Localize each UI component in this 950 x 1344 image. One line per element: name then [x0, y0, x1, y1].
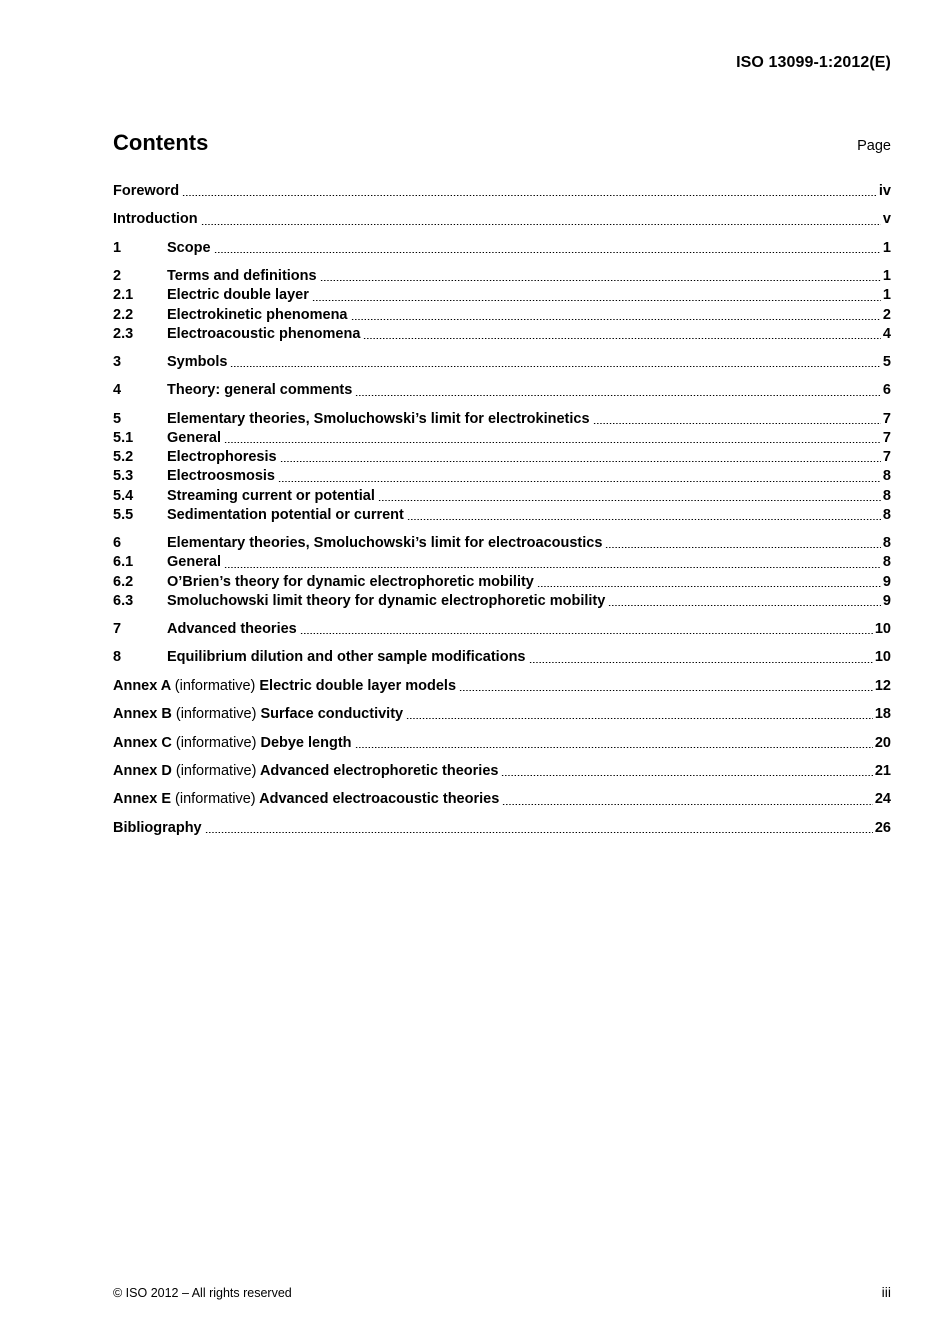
- dot-leader: [406, 718, 873, 719]
- annex-title-group: [113, 762, 498, 781]
- dot-leader: [459, 690, 873, 691]
- annex-title-group: [113, 677, 456, 696]
- toc-entry[interactable]: [113, 239, 891, 258]
- dot-leader: [501, 775, 872, 776]
- toc-entry-page: 1: [882, 268, 891, 285]
- annex-title: Electric double layer models: [259, 677, 457, 694]
- toc-entry-page: 8: [882, 468, 891, 485]
- dot-leader: [537, 586, 881, 587]
- toc-annex-entry[interactable]: [113, 762, 891, 781]
- annex-label: Annex C: [113, 734, 172, 751]
- toc-entry[interactable]: [113, 182, 891, 201]
- page-column-label: Page: [857, 138, 891, 154]
- toc-entry-number: 3: [113, 354, 122, 371]
- toc-entry-number: 2.2: [113, 306, 134, 323]
- toc-entry-title: Equilibrium dilution and other sample modifications: [167, 649, 526, 666]
- toc-entry-number: 5.1: [113, 430, 134, 446]
- toc-entry-title: Scope: [167, 239, 211, 256]
- toc-entry-page: 1: [882, 239, 891, 256]
- toc-entry-page: 12: [874, 677, 891, 694]
- toc-entry-number: 5.5: [113, 506, 134, 523]
- toc-entry-page: 2: [882, 306, 891, 323]
- dot-leader: [378, 500, 881, 501]
- toc-entry-page: 7: [882, 449, 891, 466]
- annex-title: Debye length: [260, 734, 352, 751]
- toc-entry-number: 6: [113, 535, 122, 552]
- toc-entry-number: 4: [113, 382, 122, 399]
- toc-bibliography-entry[interactable]: [113, 819, 891, 838]
- annex-label: Annex A: [113, 677, 171, 694]
- dot-leader: [312, 300, 881, 301]
- toc-entry-page: 5: [882, 354, 891, 371]
- toc-entry[interactable]: [113, 286, 891, 305]
- toc-entry[interactable]: [113, 592, 891, 611]
- toc-entry-page: 6: [882, 382, 891, 399]
- toc-entry-title: Electroacoustic phenomena: [167, 325, 361, 342]
- toc-entry-title: Elementary theories, Smoluchowski’s limit for electroacoustics: [167, 535, 603, 552]
- dot-leader: [355, 395, 881, 396]
- toc-entry-title: Smoluchowski limit theory for dynamic electrophoretic mobility: [167, 592, 606, 609]
- toc-entry-number: 6.3: [113, 592, 134, 609]
- dot-leader: [363, 338, 881, 339]
- annex-title-group: [113, 705, 403, 724]
- toc-entry-title: Electric double layer: [167, 287, 309, 304]
- dot-leader: [300, 633, 873, 634]
- toc-entry-title: Introduction: [113, 211, 198, 228]
- annex-label: Annex D: [113, 762, 172, 779]
- table-of-contents: [113, 182, 891, 838]
- annex-informative-tag: (informative): [175, 734, 257, 751]
- toc-entry-title: General: [167, 430, 221, 446]
- toc-entry-page: 21: [874, 762, 891, 779]
- annex-informative-tag: (informative): [175, 762, 257, 779]
- toc-entry-page: 8: [882, 554, 891, 571]
- annex-label: Annex B: [113, 706, 172, 723]
- dot-leader: [355, 747, 873, 748]
- toc-entry-page: 7: [882, 410, 891, 427]
- toc-entry-page: 10: [874, 621, 891, 638]
- dot-leader: [407, 519, 881, 520]
- dot-leader: [605, 547, 881, 548]
- toc-entry[interactable]: [113, 573, 891, 592]
- toc-entry-title: Sedimentation potential or current: [167, 506, 404, 523]
- dot-leader: [224, 567, 881, 568]
- page-number: iii: [881, 1284, 891, 1300]
- toc-entry-page: 4: [882, 325, 891, 342]
- annex-informative-tag: (informative): [174, 677, 256, 694]
- toc-entry-title: Advanced theories: [167, 621, 297, 638]
- toc-entry-title: Symbols: [167, 354, 228, 371]
- dot-leader: [278, 481, 881, 482]
- toc-entry-title: Elementary theories, Smoluchowski’s limit for electrokinetics: [167, 410, 590, 427]
- annex-title: Surface conductivity: [260, 706, 404, 723]
- toc-entry[interactable]: [113, 534, 891, 553]
- dot-leader: [320, 280, 881, 281]
- dot-leader: [529, 662, 873, 663]
- toc-entry[interactable]: [113, 410, 891, 429]
- toc-entry-page: iv: [878, 183, 891, 199]
- toc-annex-entry[interactable]: [113, 677, 891, 696]
- toc-entry[interactable]: [113, 306, 891, 325]
- toc-entry-page: 8: [882, 535, 891, 552]
- dot-leader: [201, 224, 881, 225]
- annex-title: Advanced electrophoretic theories: [259, 762, 499, 779]
- toc-entry-title: Terms and definitions: [167, 268, 317, 285]
- dot-leader: [608, 605, 881, 606]
- toc-entry[interactable]: [113, 467, 891, 486]
- toc-entry-title: Electroosmosis: [167, 468, 275, 485]
- toc-entry-number: 5.4: [113, 487, 134, 504]
- toc-entry-number: 5.3: [113, 468, 134, 485]
- toc-entry-title: Electrophoresis: [167, 449, 277, 466]
- document-id: ISO 13099-1:2012(E): [736, 54, 891, 71]
- toc-annex-entry[interactable]: [113, 705, 891, 724]
- toc-entry-page: 20: [874, 734, 891, 751]
- toc-entry[interactable]: [113, 429, 891, 448]
- toc-entry-title: Foreword: [113, 183, 180, 199]
- dot-leader: [214, 252, 881, 253]
- contents-title: Contents: [113, 130, 209, 155]
- toc-entry-page: 8: [882, 487, 891, 504]
- toc-entry-number: 2.1: [113, 287, 134, 304]
- toc-entry-page: 24: [874, 791, 891, 808]
- toc-entry-number: 8: [113, 649, 122, 666]
- toc-entry-page: 26: [874, 819, 891, 836]
- toc-entry-number: 5: [113, 410, 122, 427]
- dot-leader: [280, 461, 881, 462]
- toc-entry-page: 9: [882, 573, 891, 590]
- toc-entry-number: 6.1: [113, 554, 134, 571]
- toc-entry-title: O’Brien’s theory for dynamic electrophoretic mobility: [167, 573, 534, 590]
- toc-entry[interactable]: [113, 267, 891, 286]
- toc-entry-title: Streaming current or potential: [167, 487, 375, 504]
- toc-entry-page: 1: [882, 287, 891, 304]
- annex-title-group: [113, 790, 499, 809]
- toc-entry[interactable]: [113, 353, 891, 372]
- toc-entry-title: Theory: general comments: [167, 382, 353, 399]
- toc-entry[interactable]: [113, 487, 891, 506]
- toc-entry-page: v: [882, 211, 891, 228]
- toc-entry[interactable]: [113, 648, 891, 667]
- annex-informative-tag: (informative): [175, 706, 257, 723]
- dot-leader: [502, 804, 873, 805]
- toc-entry[interactable]: [113, 553, 891, 572]
- toc-entry-number: 2.3: [113, 325, 134, 342]
- toc-entry[interactable]: [113, 620, 891, 639]
- dot-leader: [230, 366, 880, 367]
- dot-leader: [182, 195, 877, 196]
- toc-entry-page: 10: [874, 649, 891, 666]
- toc-annex-entry[interactable]: [113, 734, 891, 753]
- toc-entry[interactable]: [113, 210, 891, 229]
- dot-leader: [351, 319, 881, 320]
- dot-leader: [593, 423, 881, 424]
- annex-title-group: [113, 734, 352, 753]
- toc-entry[interactable]: [113, 381, 891, 400]
- toc-entry-title: Electrokinetic phenomena: [167, 306, 348, 323]
- toc-entry[interactable]: [113, 325, 891, 344]
- toc-entry-number: 7: [113, 621, 122, 638]
- toc-entry-page: 7: [882, 430, 891, 446]
- toc-entry-page: 8: [882, 506, 891, 523]
- dot-leader: [205, 832, 873, 833]
- contents-header: [113, 130, 891, 160]
- dot-leader: [224, 442, 881, 443]
- toc-entry-title: Bibliography: [113, 819, 202, 836]
- copyright-notice: © ISO 2012 – All rights reserved: [113, 1286, 292, 1300]
- toc-entry[interactable]: [113, 448, 891, 467]
- toc-entry-number: 6.2: [113, 573, 134, 590]
- toc-entry-number: 5.2: [113, 449, 134, 466]
- toc-entry-number: 1: [113, 239, 122, 256]
- toc-entry-page: 9: [882, 592, 891, 609]
- toc-annex-entry[interactable]: [113, 790, 891, 809]
- toc-entry[interactable]: [113, 506, 891, 525]
- toc-entry-number: 2: [113, 268, 122, 285]
- annex-title: Advanced electroacoustic theories: [259, 791, 500, 808]
- annex-label: Annex E: [113, 791, 172, 808]
- annex-informative-tag: (informative): [175, 791, 256, 808]
- toc-entry-page: 18: [874, 706, 891, 723]
- toc-entry-title: General: [167, 554, 221, 571]
